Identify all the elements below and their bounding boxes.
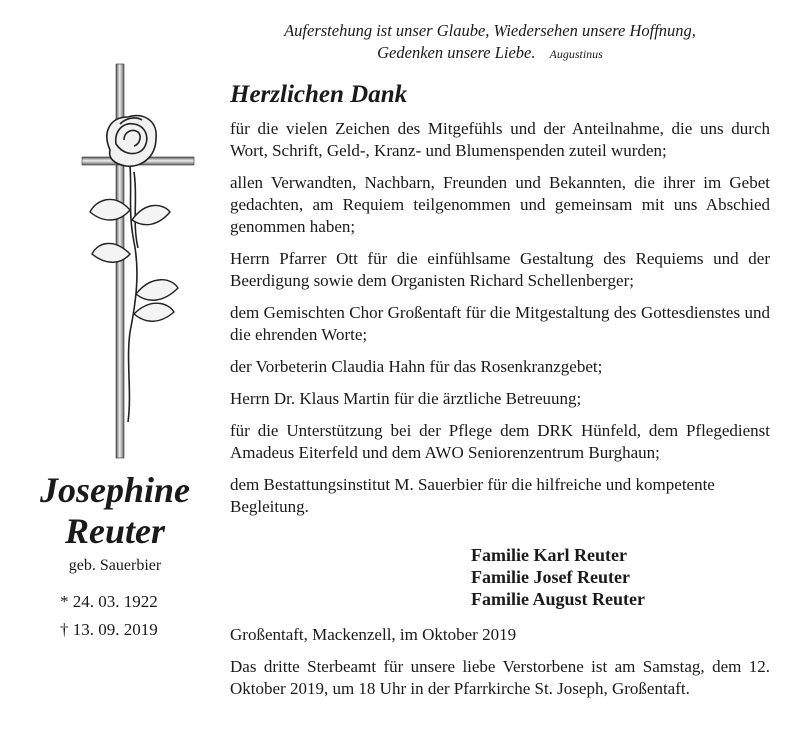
- heading: Herzlichen Dank: [230, 81, 408, 108]
- quote-line-2-row: [230, 42, 750, 65]
- quote-author: Augustinus: [549, 47, 603, 61]
- quote-line-2: Gedenken unsere Liebe.: [377, 43, 536, 62]
- deceased-first-name: Josephine: [39, 470, 190, 510]
- family-name: Familie Karl Reuter: [471, 545, 627, 565]
- thanks-paragraph: allen Verwandten, Nachbarn, Freunden und Bekannten, die ihrer im Gebet gedachten, am Requiem teilgenommen und gemeinsam mit uns Abschied genommen haben;: [230, 173, 770, 236]
- family-name: Familie August Reuter: [471, 589, 645, 609]
- thanks-paragraph: dem Bestattungsinstitut M. Sauerbier für die hilfreiche und kompetente Begleitung.: [230, 475, 715, 516]
- thanks-body: [230, 118, 770, 528]
- thanks-paragraph: Herrn Pfarrer Ott für die einfühlsame Gestaltung des Requiems und der Beerdigung sowie dem Organisten Richard Schellenberger;: [230, 249, 770, 290]
- thanks-paragraph: für die Unterstützung bei der Pflege dem DRK Hünfeld, dem Pflegedienst Amadeus Eiterfeld und dem AWO Seniorenzentrum Burghaun;: [230, 421, 770, 462]
- quote: [230, 20, 750, 65]
- place-date: Großentaft, Mackenzell, im Oktober 2019: [230, 625, 517, 644]
- family-name: Familie Josef Reuter: [471, 567, 630, 587]
- death-date: † 13. 09. 2019: [60, 620, 158, 639]
- thanks-paragraph: der Vorbeterin Claudia Hahn für das Rosenkranzgebet;: [230, 357, 603, 376]
- deceased-last-name: Reuter: [64, 511, 165, 551]
- deceased-birth-name: geb. Sauerbier: [68, 557, 162, 574]
- thanks-paragraph: für die vielen Zeichen des Mitgefühls und der Anteilnahme, die uns durch Wort, Schrift, Geld-, Kranz- und Blumenspenden zuteil wurden;: [230, 119, 770, 160]
- requiem-note: Das dritte Sterbeamt für unsere liebe Verstorbene ist am Samstag, dem 12. Oktober 2019, um 18 Uhr in der Pfarrkirche St. Joseph, Großentaft.: [230, 657, 770, 698]
- cross-rose-icon: [80, 62, 200, 462]
- birth-date: * 24. 03. 1922: [60, 592, 158, 611]
- quote-line-1: Auferstehung ist unser Glaube, Wiedersehen unsere Hoffnung,: [284, 21, 696, 40]
- families-signature: [471, 544, 645, 610]
- thanks-paragraph: Herrn Dr. Klaus Martin für die ärztliche Betreuung;: [230, 389, 582, 408]
- thanks-paragraph: dem Gemischten Chor Großentaft für die Mitgestaltung des Gottesdienstes und die ehrenden Worte;: [230, 303, 770, 344]
